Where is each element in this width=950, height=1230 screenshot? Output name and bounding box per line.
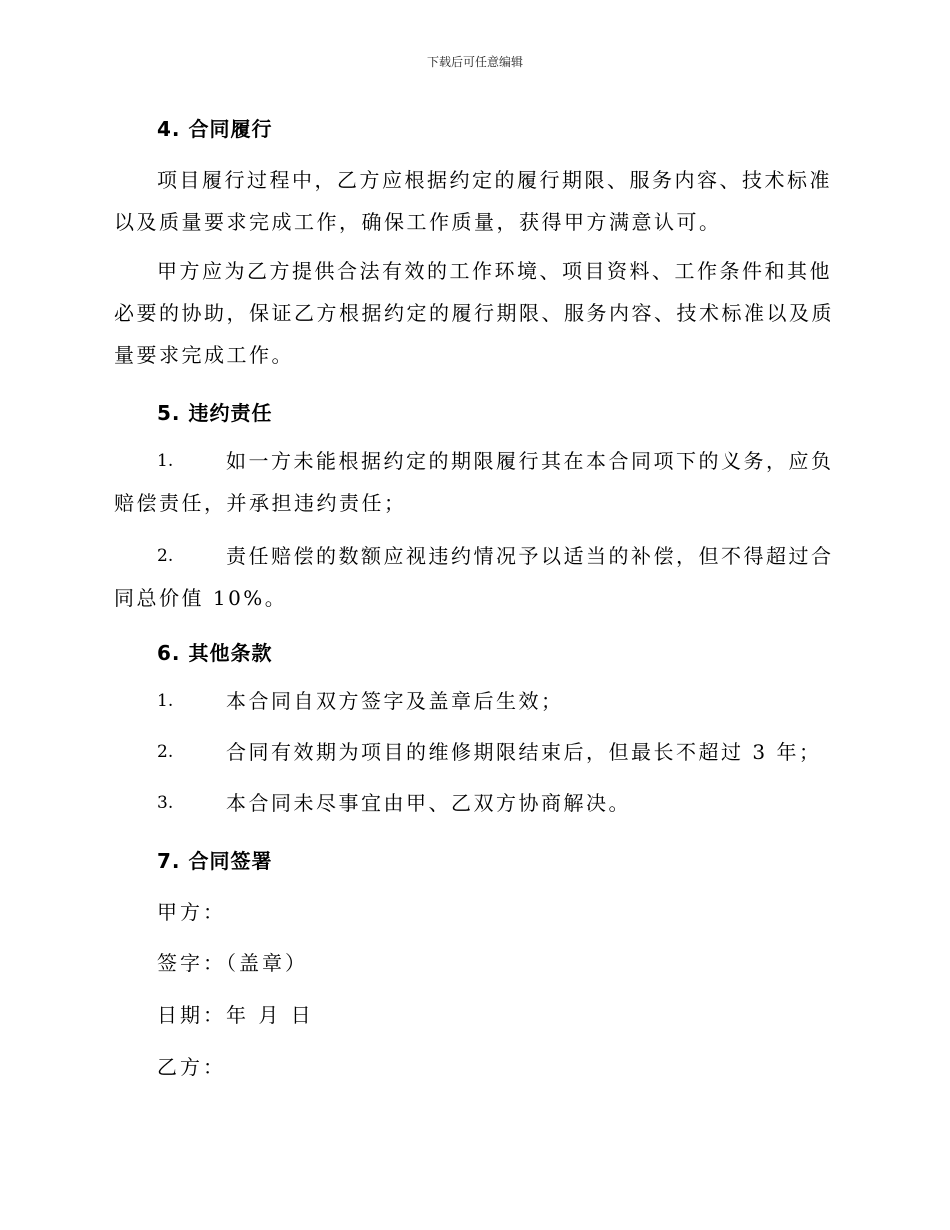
section-4-paragraph-2: 甲方应为乙方提供合法有效的工作环境、项目资料、工作条件和其他必要的协助，保证乙方根据约定的履行期限、服务内容、技术标准以及质量要求完成工作。 [114,259,834,367]
section-5-item-1 [114,440,836,524]
section-7-title: 7. 合同签署 [157,849,273,873]
item-number: 1. [157,451,174,471]
section-4-body [114,159,836,243]
section-5-item-2 [114,535,836,619]
section-6-title: 6. 其他条款 [157,641,273,665]
item-text: 如一方未能根据约定的期限履行其在本合同项下的义务，应负赔偿责任，并承担违约责任； [114,449,834,515]
section-5-title: 5. 违约责任 [157,401,273,425]
party-a-line: 甲方： [157,900,226,924]
item-text: 责任赔偿的数额应视违约情况予以适当的补偿，但不得超过合同总价值 10%。 [114,544,834,610]
item-text: 本合同自双方签字及盖章后生效； [226,689,564,713]
item-text: 合同有效期为项目的维修期限结束后，但最长不超过 3 年； [226,740,822,764]
section-6-item-3 [114,782,836,824]
section-6-item-2 [114,731,836,773]
section-6-item-1 [114,680,836,722]
date-line: 日期：年 月 日 [157,1003,314,1027]
section-4-title: 4. 合同履行 [157,117,273,141]
item-number: 1. [157,691,174,711]
signature-line: 签字：（盖章） [157,951,308,975]
item-text: 本合同未尽事宜由甲、乙双方协商解决。 [226,791,631,815]
party-b-line: 乙方： [157,1055,226,1079]
page-header: 下载后可任意编辑 [426,55,523,69]
section-4-paragraph-1: 项目履行过程中，乙方应根据约定的履行期限、服务内容、技术标准以及质量要求完成工作，确保工作质量，获得甲方满意认可。 [114,168,832,234]
section-4-body-2 [114,250,836,376]
item-number: 2. [157,546,174,566]
item-number: 3. [157,793,174,813]
item-number: 2. [157,742,174,762]
